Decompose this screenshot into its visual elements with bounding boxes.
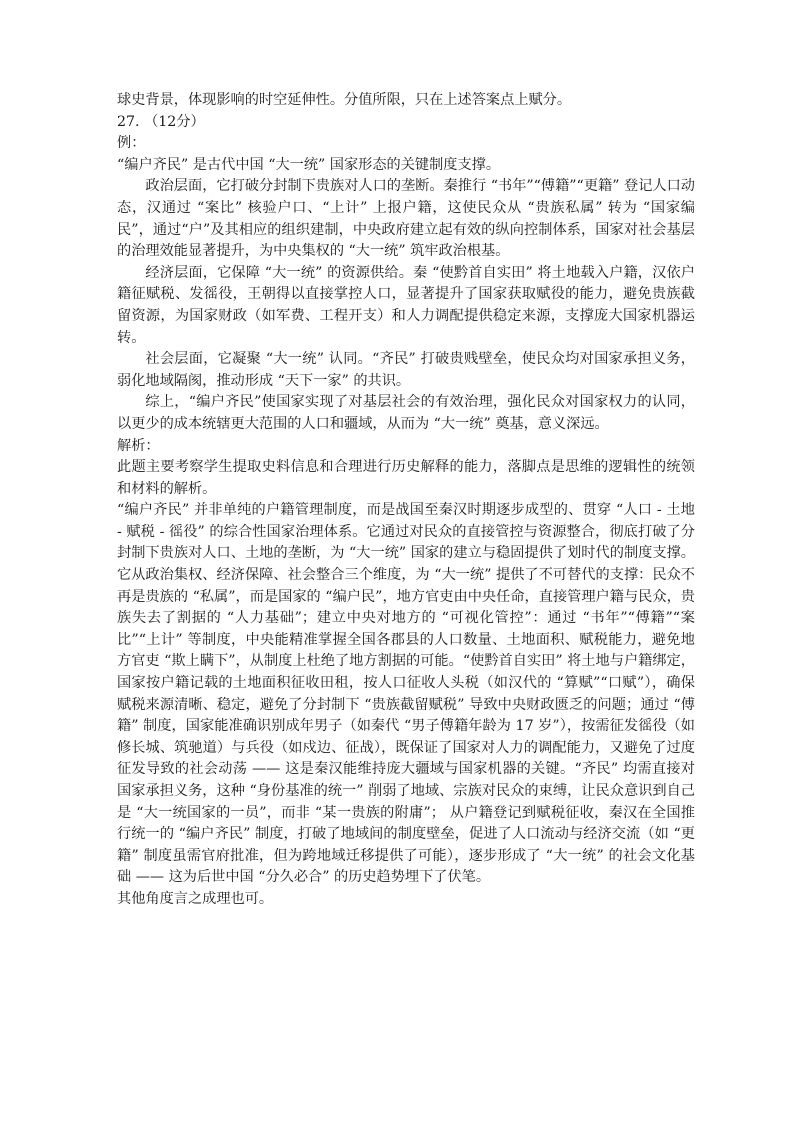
example-paragraph-social: 社会层面，它凝聚 “大一统” 认同。“齐民” 打破贵贱壁垒，使民众均对国家承担义务，弱化地域隔阂，推动形成 “天下一家” 的共识。: [117, 351, 695, 389]
example-thesis: “编户齐民” 是古代中国 “大一统” 国家形态的关键制度支撑。: [117, 156, 501, 173]
analysis-body: “编户齐民” 并非单纯的户籍管理制度，而是战国至秦汉时期逐步成型的、贯穿 “人口 - 土地 - 赋税 - 徭役” 的综合性国家治理体系。它通过对民众的直接管控与资源整合，彻底打破了分封制下贵族对人口、土地的垄断，为 “大一统” 国家的建立与稳固提供了划时代的制度支撑。它从政治集权、经济保障、社会整合三个维度，为 “大一统” 提供了不可替代的支撑：民众不再是贵族的 “私属”，而是国家的 “编户民”，地方官吏由中央任命，直接管理户籍与民众，贵族失去了割据的 “人力基础”；建立中央对地方的 “可视化管控”：通过 “书年”“傅籍”“案比”“上计” 等制度，中央能精准掌握全国各郡县的人口数量、土地面积、赋税能力，避免地方官吏 “欺上瞒下”，从制度上杜绝了地方割据的可能。“使黔首自实田” 将土地与户籍绑定，国家按户籍记载的土地面积征收田租，按人口征收人头税（如汉代的 “算赋”“口赋”），确保赋税来源清晰、稳定，避免了分封制下 “贵族截留赋税” 导致中央财政匮乏的问题；通过 “傅籍” 制度，国家能准确识别成年男子（如秦代 “男子傅籍年龄为 17 岁”），按需征发徭役（如修长城、筑驰道）与兵役（如戍边、征战），既保证了国家对人力的调配能力，又避免了过度征发导致的社会动荡 —— 这是秦汉能维持庞大疆域与国家机器的关键。“齐民” 均需直接对国家承担义务，这种 “身份基准的统一” 削弱了地域、宗族对民众的束缚，让民众意识到自己是 “大一统国家的一员”，而非 “某一贵族的附庸”； 从户籍登记到赋税征收，秦汉在全国推行统一的 “编户齐民” 制度，打破了地域间的制度壁垒，促进了人口流动与经济交流（如 “更籍” 制度虽需官府批准，但为跨地域迁移提供了可能），逐步形成了 “大一统” 的社会文化基础 —— 这为后世中国 “分久必合” 的历史趋势埋下了伏笔。: [117, 502, 695, 886]
question-number: 27. （12分）: [117, 113, 205, 130]
analysis-closing: 其他角度言之成理也可。: [117, 890, 274, 907]
analysis-summary: 此题主要考察学生提取史料信息和合理进行历史解释的能力，落脚点是思维的逻辑性的统领和材料的解析。: [117, 459, 695, 497]
intro-line: 球史背景，体现影响的时空延伸性。分值所限，只在上述答案点上赋分。: [117, 92, 572, 108]
example-label: 例：: [117, 135, 146, 152]
example-paragraph-political: 政治层面，它打破分封制下贵族对人口的垄断。秦推行 “书年”“傅籍”“更籍” 登记人口动态，汉通过 “案比” 核验户口、“上计” 上报户籍，这使民众从 “贵族私属” 转为 “国家编民”，通过“户”及其相应的组织建制，中央政府建立起有效的纵向控制体系，国家对社会基层的治理效能显著提升，为中央集权的 “大一统” 筑牢政治根基。: [117, 178, 695, 260]
analysis-label: 解析：: [117, 437, 160, 454]
answer-document: [117, 90, 695, 911]
example-paragraph-economic: 经济层面，它保障 “大一统” 的资源供给。秦 “使黔首自实田” 将土地载入户籍，汉依户籍征赋税、发徭役，王朝得以直接掌控人口，显著提升了国家获取赋役的能力，避免贵族截留资源，为国家财政（如军费、工程开支）和人力调配提供稳定来源，支撑庞大国家机器运转。: [117, 264, 695, 346]
example-paragraph-conclusion: 综上，“编户齐民”使国家实现了对基层社会的有效治理，强化民众对国家权力的认同，以更少的成本统辖更大范围的人口和疆域，从而为 “大一统” 奠基，意义深远。: [117, 394, 695, 432]
